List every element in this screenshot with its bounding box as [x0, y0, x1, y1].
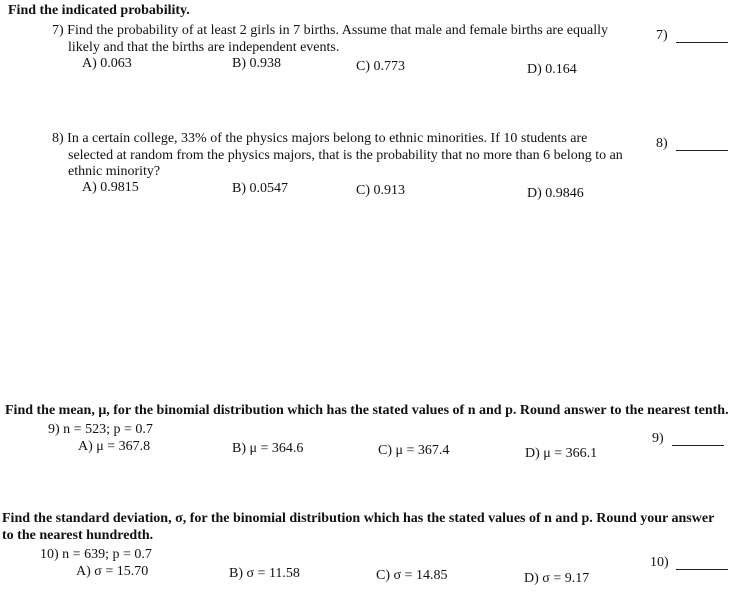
choice-c: C) 0.773 — [356, 59, 405, 74]
question-7-text — [52, 23, 608, 39]
question-line: selected at random from the physics majors, that is the probability that no more than 6 belong to an — [68, 148, 623, 163]
section-heading: Find the standard deviation, σ, for the binomial distribution which has the stated values of n and p. Round your answer — [2, 511, 715, 526]
choice-c: C) σ = 14.85 — [376, 568, 448, 583]
question-line: n = 639; p = 0.7 — [62, 547, 152, 562]
choice-a: A) 0.063 — [82, 56, 132, 71]
answer-label: 7) — [656, 28, 668, 43]
question-number: 8) — [52, 131, 64, 146]
choice-c: C) 0.913 — [356, 183, 405, 198]
choice-b: B) μ = 364.6 — [232, 441, 304, 456]
section-heading: to the nearest hundredth. — [2, 528, 154, 543]
question-line: ethnic minority? — [68, 164, 161, 179]
choice-d: D) 0.9846 — [527, 186, 584, 201]
question-8-text — [52, 131, 587, 147]
choice-d: D) 0.164 — [527, 62, 577, 77]
choice-d: D) σ = 9.17 — [524, 571, 590, 586]
choice-a: A) σ = 15.70 — [76, 564, 149, 579]
choice-d: D) μ = 366.1 — [525, 446, 598, 461]
answer-blank[interactable] — [676, 569, 728, 570]
choice-a: A) μ = 367.8 — [78, 439, 151, 454]
question-line: likely and that the births are independent events. — [68, 40, 340, 55]
question-number: 9) — [48, 422, 60, 437]
answer-blank[interactable] — [676, 150, 728, 151]
section-heading: Find the mean, μ, for the binomial distribution which has the stated values of n and p. Round answer to the nearest tenth. — [5, 403, 729, 418]
answer-label: 8) — [656, 136, 668, 151]
answer-label: 10) — [650, 555, 669, 570]
section-heading: Find the indicated probability. — [8, 3, 190, 18]
choice-b: B) σ = 11.58 — [229, 566, 300, 581]
question-line: In a certain college, 33% of the physics majors belong to ethnic minorities. If 10 students are — [67, 131, 588, 146]
question-10-text — [40, 547, 152, 563]
choice-b: B) 0.938 — [232, 56, 281, 71]
choice-b: B) 0.0547 — [232, 181, 288, 196]
answer-blank[interactable] — [672, 445, 724, 446]
answer-label: 9) — [652, 431, 664, 446]
choice-c: C) μ = 367.4 — [378, 443, 450, 458]
question-line: Find the probability of at least 2 girls in 7 births. Assume that male and female births are equally — [67, 23, 608, 38]
question-number: 7) — [52, 23, 64, 38]
choice-a: A) 0.9815 — [82, 180, 139, 195]
answer-blank[interactable] — [676, 42, 728, 43]
question-9-text — [48, 422, 153, 438]
question-number: 10) — [40, 547, 59, 562]
question-line: n = 523; p = 0.7 — [63, 422, 153, 437]
